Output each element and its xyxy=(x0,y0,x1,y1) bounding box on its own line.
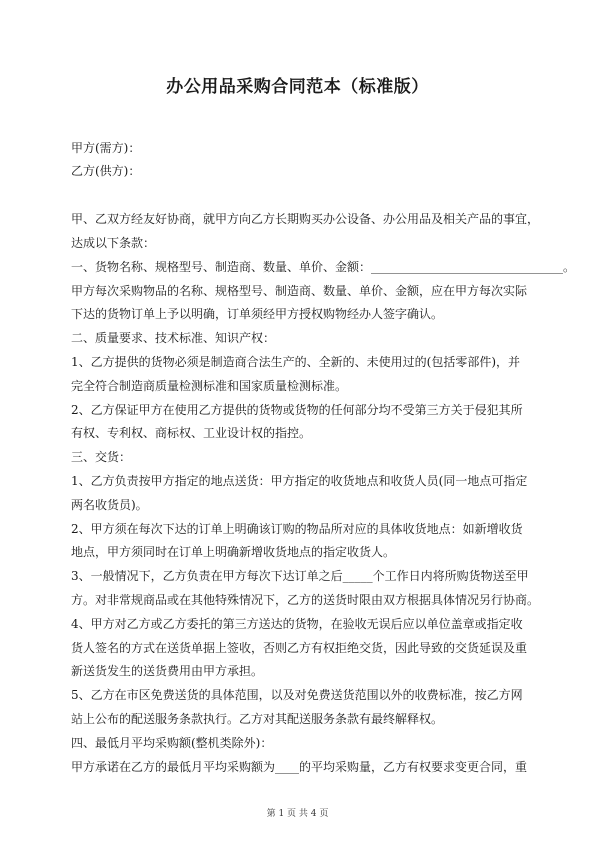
page-number-footer: 第 1 页 共 4 页 xyxy=(266,809,329,819)
paragraph-line: 1、乙方提供的货物必须是制造商合法生产的、全新的、未使用过的(包括零部件)，并 xyxy=(71,355,521,369)
paragraph-line: 甲方承诺在乙方的最低月平均采购额为____的平均采购量，乙方有权要求变更合同，重 xyxy=(71,760,528,774)
paragraph-line: 2、乙方保证甲方在使用乙方提供的货物或货物的任何部分均不受第三方关于侵犯其所 xyxy=(71,403,523,417)
paragraph-line: 4、甲方对乙方或乙方委托的第三方送达的货物，在验收无误后应以单位盖章或指定收 xyxy=(71,617,523,631)
paragraph-line: 方。对非常规商品或在其他特殊情况下，乙方的送货时限由双方根据具体情况另行协商。 xyxy=(71,593,540,607)
paragraph-line: 3、一般情况下，乙方负责在甲方每次下达订单之后_____个工作日内将所购货物送至甲 xyxy=(71,569,529,583)
section-heading: 一、货物名称、规格型号、制造商、数量、单价、金额：________________________________。 xyxy=(71,260,576,274)
paragraph-line: 甲方每次采购物品的名称、规格型号、制造商、数量、单价、金额，应在甲方每次实际 xyxy=(71,284,528,298)
paragraph-line: 5、乙方在市区免费送货的具体范围，以及对免费送货范围以外的收费标准，按乙方网 xyxy=(71,688,523,702)
paragraph-line: 地点，甲方须同时在订单上明确新增收货地点的指定收货人。 xyxy=(71,545,396,559)
paragraph-line: 下达的货物订单上予以明确，订单须经甲方授权购物经办人签字确认。 xyxy=(71,307,444,321)
paragraph-line: 货人签名的方式在送货单据上签收，否则乙方有权拒绝交货，因此导致的交货延误及重 xyxy=(71,641,528,655)
paragraph-line: 1、乙方负责按甲方指定的地点送货：甲方指定的收货地点和收货人员(同一地点可指定 xyxy=(71,474,528,488)
section-heading: 三、交货： xyxy=(71,450,132,464)
section-heading: 二、质量要求、技术标准、知识产权： xyxy=(71,331,276,345)
paragraph-line: 有权、专利权、商标权、工业设计权的指控。 xyxy=(71,426,312,440)
paragraph-line: 甲、乙双方经友好协商，就甲方向乙方长期购买办公设备、办公用品及相关产品的事宜， xyxy=(71,212,540,226)
paragraph-line: 2、甲方须在每次下达的订单上明确该订购的物品所对应的具体收货地点：如新增收货 xyxy=(71,522,523,536)
paragraph-line: 两名收货员)。 xyxy=(71,498,148,512)
document-title: 办公用品采购合同范本（标准版） xyxy=(166,77,429,97)
party-a-line: 甲方(需方)： xyxy=(71,141,141,155)
paragraph-line: 完全符合制造商质量检测标准和国家质量检测标准。 xyxy=(71,379,348,393)
party-b-line: 乙方(供方)： xyxy=(71,164,141,178)
paragraph-line: 达成以下条款： xyxy=(71,236,156,250)
section-heading: 四、最低月平均采购额(整机类除外)： xyxy=(71,736,273,750)
paragraph-line: 站上公布的配送服务条款执行。乙方对其配送服务条款有最终解释权。 xyxy=(71,712,444,726)
paragraph-line: 新送货发生的送货费用由甲方承担。 xyxy=(71,664,264,678)
